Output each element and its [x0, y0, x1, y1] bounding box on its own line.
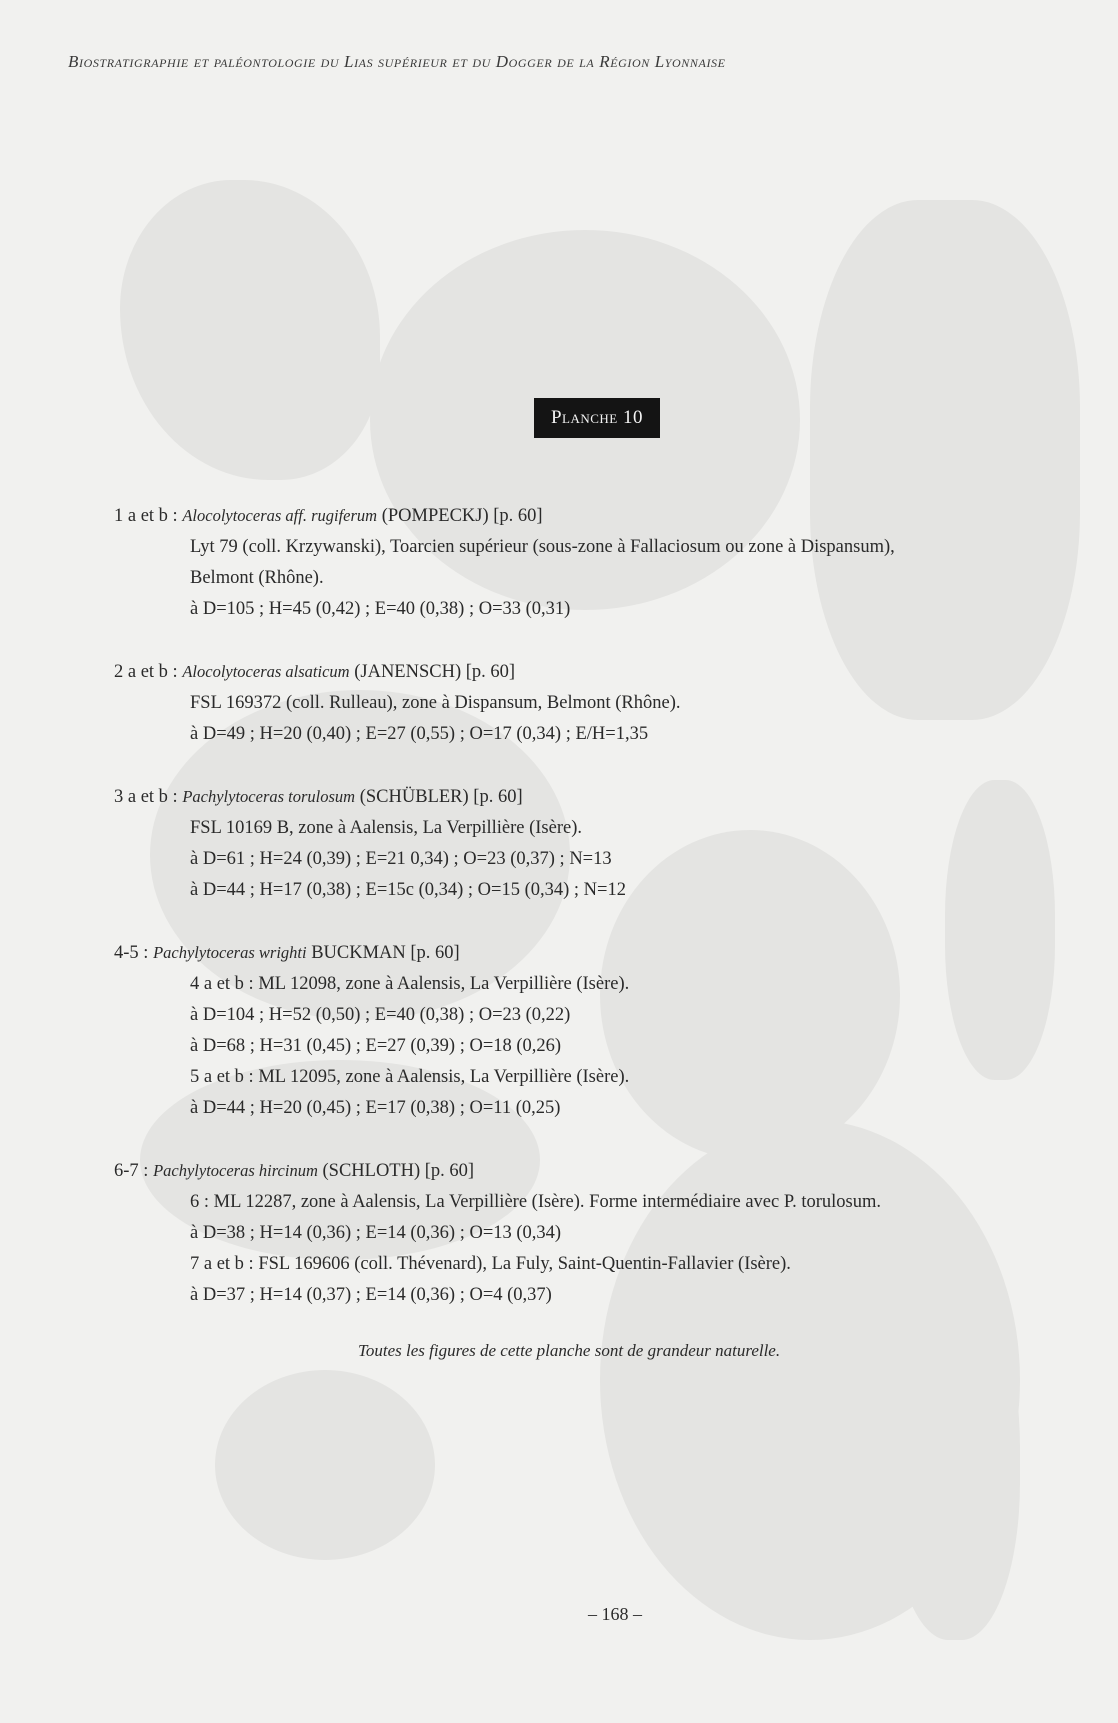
legend-entry	[114, 1155, 1084, 1311]
entry-line: 5 a et b : ML 12095, zone à Aalensis, La Verpillière (Isère).	[190, 1067, 630, 1087]
entry-title	[114, 1155, 1084, 1187]
entry-line: à D=38 ; H=14 (0,36) ; E=14 (0,36) ; O=13 (0,34)	[190, 1223, 562, 1243]
entry-line: à D=104 ; H=52 (0,50) ; E=40 (0,38) ; O=23 (0,22)	[190, 1005, 571, 1025]
plate-footnote: Toutes les figures de cette planche sont de grandeur naturelle.	[358, 1341, 781, 1360]
entry-line: à D=44 ; H=17 (0,38) ; E=15c (0,34) ; O=15 (0,34) ; N=12	[190, 880, 626, 900]
species-authority: (SCHLOTH) [p. 60]	[317, 1161, 475, 1181]
entry-line: 6 : ML 12287, zone à Aalensis, La Verpillière (Isère). Forme intermédiaire avec P. torulosum.	[190, 1192, 881, 1212]
entry-prefix: 3 a et b :	[114, 787, 183, 807]
entry-line: FSL 10169 B, zone à Aalensis, La Verpillière (Isère).	[190, 818, 582, 838]
entry-line: FSL 169372 (coll. Rulleau), zone à Dispansum, Belmont (Rhône).	[190, 693, 681, 713]
plate-legend	[114, 500, 1084, 1342]
entry-prefix: 1 a et b :	[114, 506, 183, 526]
species-authority: (POMPECKJ) [p. 60]	[377, 506, 543, 526]
entry-line: à D=68 ; H=31 (0,45) ; E=27 (0,39) ; O=18 (0,26)	[190, 1036, 562, 1056]
entry-title	[114, 656, 1084, 688]
entry-line: 4 a et b : ML 12098, zone à Aalensis, La Verpillière (Isère).	[190, 974, 630, 994]
species-authority: BUCKMAN [p. 60]	[306, 943, 460, 963]
species-authority: (JANENSCH) [p. 60]	[349, 662, 516, 682]
show-through-shape	[120, 180, 380, 480]
legend-entry	[114, 781, 1084, 906]
species-authority: (SCHÜBLER) [p. 60]	[355, 787, 523, 807]
entry-line: 7 a et b : FSL 169606 (coll. Thévenard), La Fuly, Saint-Quentin-Fallavier (Isère).	[190, 1254, 791, 1274]
species-name: Alocolytoceras alsaticum	[182, 662, 350, 681]
entry-prefix: 2 a et b :	[114, 662, 183, 682]
entry-prefix: 6-7 :	[114, 1161, 154, 1181]
entry-line: à D=105 ; H=45 (0,42) ; E=40 (0,38) ; O=33 (0,31)	[190, 599, 571, 619]
entry-line: Belmont (Rhône).	[190, 568, 324, 588]
species-name: Pachylytoceras torulosum	[182, 787, 356, 806]
entry-line: à D=44 ; H=20 (0,45) ; E=17 (0,38) ; O=11 (0,25)	[190, 1098, 561, 1118]
entry-line: à D=49 ; H=20 (0,40) ; E=27 (0,55) ; O=17 (0,34) ; E/H=1,35	[190, 724, 649, 744]
species-name: Pachylytoceras wrighti	[153, 943, 307, 962]
plate-label: Planche 10	[534, 398, 660, 438]
species-name: Alocolytoceras aff. rugiferum	[182, 506, 378, 525]
show-through-shape	[215, 1370, 435, 1560]
entry-line: à D=61 ; H=24 (0,39) ; E=21 0,34) ; O=23 (0,37) ; N=13	[190, 849, 612, 869]
species-name: Pachylytoceras hircinum	[153, 1161, 318, 1180]
entry-title	[114, 937, 1084, 969]
legend-entry	[114, 656, 1084, 750]
running-header: Biostratigraphie et paléontologie du Lias supérieur et du Dogger de la Région Lyonnaise	[68, 52, 726, 71]
entry-title	[114, 500, 1084, 532]
entry-line: à D=37 ; H=14 (0,37) ; E=14 (0,36) ; O=4 (0,37)	[190, 1285, 552, 1305]
entry-title	[114, 781, 1084, 813]
legend-entry	[114, 500, 1084, 625]
entry-prefix: 4-5 :	[114, 943, 154, 963]
page-number: – 168 –	[588, 1604, 642, 1624]
legend-entry	[114, 937, 1084, 1124]
entry-line: Lyt 79 (coll. Krzywanski), Toarcien supérieur (sous-zone à Fallaciosum ou zone à Dispansum),	[190, 537, 895, 557]
